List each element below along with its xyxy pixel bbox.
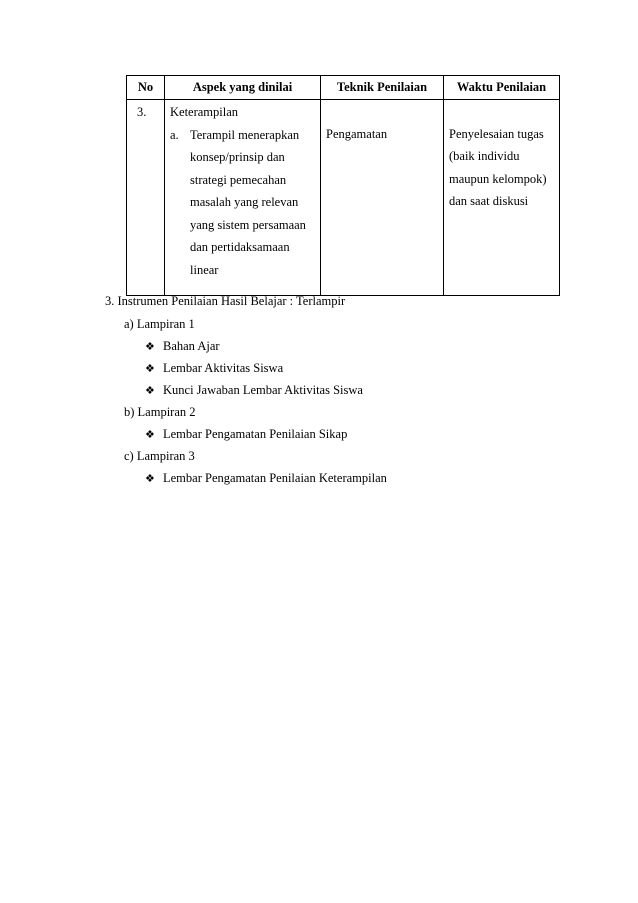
row-number: 3.	[137, 105, 147, 119]
list-item-label: Kunci Jawaban Lembar Aktivitas Siswa	[163, 383, 363, 397]
sub-line: linear	[190, 262, 219, 277]
cell-teknik	[321, 100, 444, 296]
list-item	[145, 468, 387, 488]
list-item	[145, 380, 363, 400]
table-header-row	[127, 76, 560, 100]
list-item	[145, 424, 347, 444]
header-teknik: Teknik Penilaian	[321, 76, 444, 100]
list-item-label: Bahan Ajar	[163, 339, 220, 353]
sub-line: yang sistem persamaan	[190, 217, 306, 232]
diamond-bullet-icon: ❖	[145, 429, 155, 441]
sub-line: strategi pemecahan	[190, 172, 287, 187]
sub-line: dan pertidaksamaan	[190, 240, 290, 254]
list-item-label: Lembar Pengamatan Penilaian Sikap	[163, 427, 348, 441]
assessment-table	[126, 75, 560, 296]
sub-line: masalah yang relevan	[190, 195, 299, 209]
cell-no	[127, 100, 165, 296]
aspek-sub-item	[170, 124, 316, 282]
group-label-lampiran-1: a) Lampiran 1	[124, 317, 195, 331]
teknik-value: Pengamatan	[326, 126, 388, 141]
sub-text	[190, 124, 316, 282]
waktu-line: Penyelesaian tugas	[449, 126, 544, 141]
header-no: No	[127, 76, 165, 100]
sub-marker: a.	[170, 127, 179, 142]
diamond-bullet-icon: ❖	[145, 385, 155, 397]
header-aspek: Aspek yang dinilai	[165, 76, 321, 100]
diamond-bullet-icon: ❖	[145, 341, 155, 353]
waktu-line: dan saat diskusi	[449, 194, 529, 208]
list-item-label: Lembar Aktivitas Siswa	[163, 361, 284, 375]
aspek-title: Keterampilan	[170, 105, 239, 119]
waktu-line: (baik individu	[449, 149, 520, 163]
cell-waktu	[444, 100, 560, 296]
table-row	[127, 100, 560, 296]
group-label-lampiran-2: b) Lampiran 2	[124, 405, 196, 419]
sub-line: konsep/prinsip dan	[190, 150, 285, 164]
waktu-line: maupun kelompok)	[449, 171, 547, 186]
cell-aspek	[165, 100, 321, 296]
diamond-bullet-icon: ❖	[145, 473, 155, 485]
diamond-bullet-icon: ❖	[145, 363, 155, 375]
list-item	[145, 336, 220, 356]
header-waktu: Waktu Penilaian	[444, 76, 560, 100]
group-label-lampiran-3: c) Lampiran 3	[124, 449, 195, 463]
list-item-label: Lembar Pengamatan Penilaian Keterampilan	[163, 471, 387, 485]
sub-line: Terampil menerapkan	[190, 127, 300, 142]
list-item	[145, 358, 283, 378]
section-heading: 3. Instrumen Penilaian Hasil Belajar : Terlampir	[105, 294, 346, 308]
